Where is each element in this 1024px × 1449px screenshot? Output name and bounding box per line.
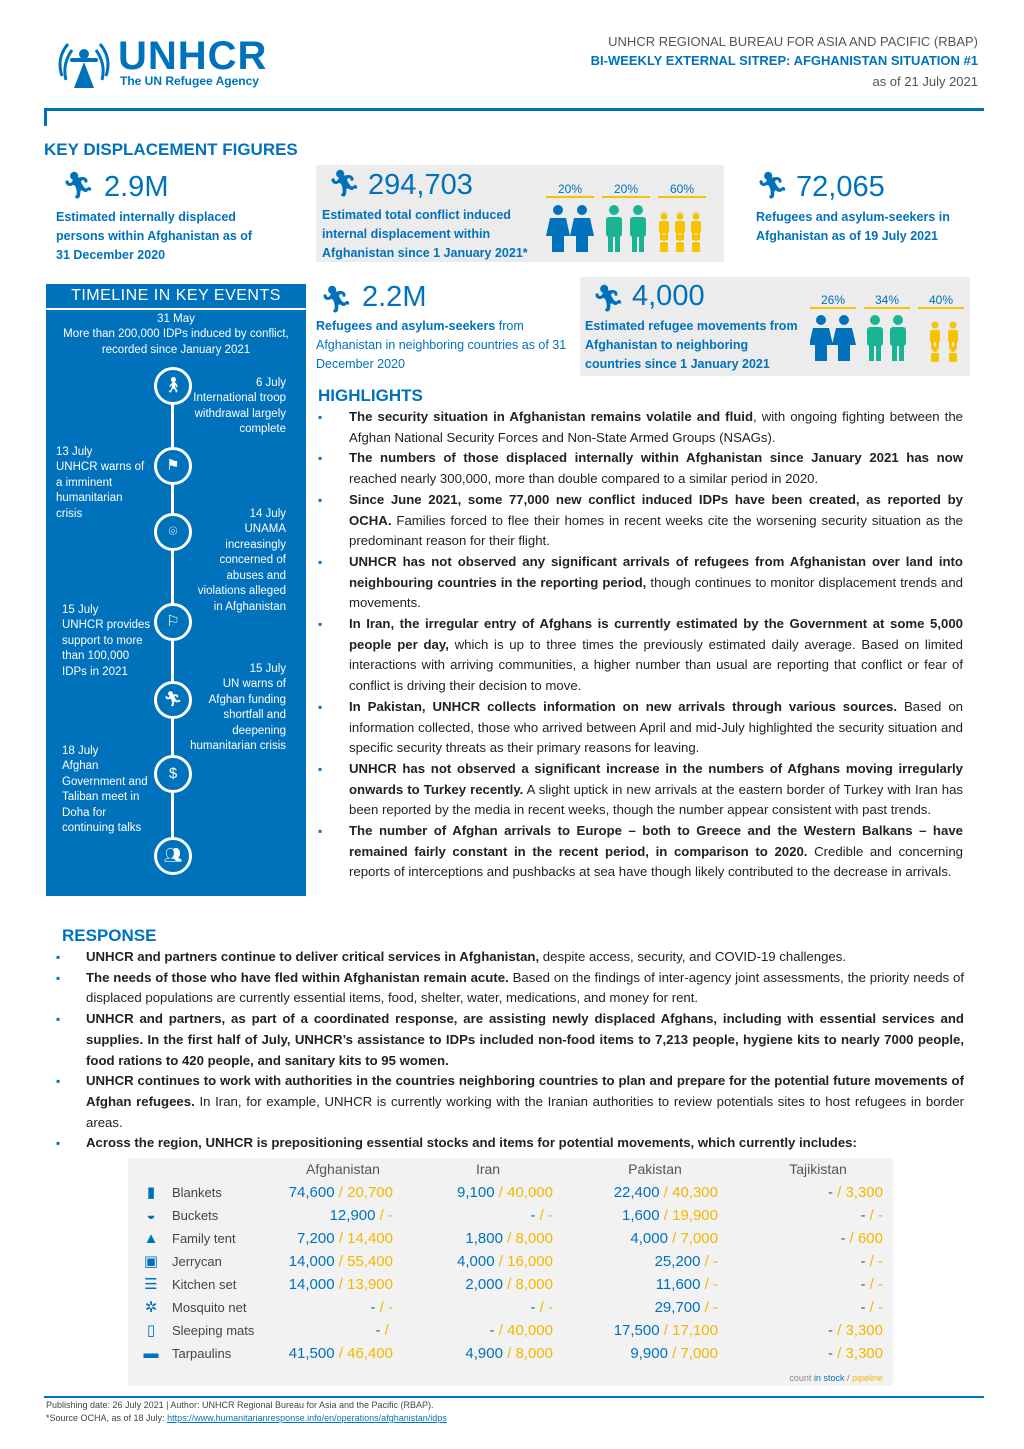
list-item: ▪ UNHCR continues to work with authorities in the countries neighboring countries to plan and prepare for the potential future movements of Afghan refugees. In Iran, for example, UNHCR is currently working with the Iranian authorities to review potentials sites to host refugees in border areas. bbox=[56, 1071, 964, 1133]
value-separator: / bbox=[502, 1345, 516, 1362]
value-separator: / bbox=[334, 1276, 348, 1293]
table-row bbox=[128, 1205, 893, 1228]
in-stock-value: 22,400 bbox=[613, 1184, 660, 1201]
stock-cell bbox=[233, 1228, 393, 1250]
value-separator: / bbox=[667, 1345, 681, 1362]
stock-item-name: Blankets bbox=[172, 1185, 222, 1200]
stock-cell bbox=[558, 1182, 718, 1204]
value-separator: / bbox=[865, 1207, 878, 1224]
men-percent: 34% bbox=[864, 293, 910, 309]
stock-item-name: Mosquito net bbox=[172, 1300, 247, 1315]
pipeline-value: 40,000 bbox=[507, 1184, 553, 1201]
list-item: ▪ Since June 2021, some 77,000 new conflict induced IDPs have been created, as reported by OCHA. Families forced to flee their homes in recent weeks cite the worsening security situation as the predominant reason for their flight. bbox=[318, 490, 963, 552]
in-stock-value: - bbox=[840, 1230, 846, 1247]
bucket-icon: ◒ bbox=[146, 1207, 156, 1224]
stock-table bbox=[128, 1158, 893, 1386]
value-separator: / bbox=[659, 1207, 673, 1224]
value-separator: / bbox=[380, 1322, 393, 1339]
in-stock-value: - bbox=[827, 1184, 833, 1201]
pipeline-value: - bbox=[388, 1207, 393, 1224]
value-separator: / bbox=[334, 1230, 348, 1247]
stock-item-name: Kitchen set bbox=[172, 1277, 237, 1292]
highlights-title: HIGHLIGHTS bbox=[318, 386, 423, 405]
refugees-in-afghanistan-caption: Refugees and asylum-seekers in Afghanistan as of 19 July 2021 bbox=[756, 210, 950, 243]
funding-shortfall-icon: 🏃︎ bbox=[154, 681, 192, 719]
pipeline-value: - bbox=[548, 1207, 553, 1224]
refugee-person-icon: 🏃︎ bbox=[592, 283, 626, 313]
pipeline-value: 3,300 bbox=[845, 1184, 883, 1201]
stock-cell bbox=[393, 1182, 553, 1204]
pipeline-value: 46,400 bbox=[347, 1345, 393, 1362]
stock-cell bbox=[393, 1274, 553, 1296]
stock-cell bbox=[233, 1274, 393, 1296]
timeline-event-text: UNAMA increasingly concerned of abuses and violations alleged in Afghanistan bbox=[197, 523, 286, 613]
report-title: BI-WEEKLY EXTERNAL SITREP: AFGHANISTAN SITUATION #1 bbox=[590, 53, 978, 68]
in-stock-value: - bbox=[827, 1345, 833, 1362]
timeline-title: TIMELINE IN KEY EVENTS bbox=[46, 284, 306, 310]
kitchen-set-icon: ☰ bbox=[144, 1276, 158, 1293]
refugees-neighbouring-value: 2.2M bbox=[362, 281, 427, 313]
pipeline-value: - bbox=[713, 1299, 718, 1316]
value-separator: / bbox=[494, 1184, 508, 1201]
stock-cell bbox=[723, 1343, 883, 1365]
table-row bbox=[128, 1182, 893, 1205]
stock-cell bbox=[393, 1343, 553, 1365]
value-separator: / bbox=[667, 1230, 681, 1247]
refugee-movements-caption: Estimated refugee movements from Afghanistan to neighboring countries since 1 January 2021 bbox=[585, 319, 798, 371]
table-row bbox=[128, 1251, 893, 1274]
children-percent: 40% bbox=[918, 293, 964, 309]
in-stock-value: 2,000 bbox=[465, 1276, 503, 1293]
in-stock-value: - bbox=[370, 1299, 376, 1316]
response-list bbox=[56, 947, 964, 1154]
value-separator: / bbox=[865, 1299, 878, 1316]
in-stock-value: 11,600 bbox=[655, 1276, 701, 1293]
in-stock-value: 4,000 bbox=[457, 1253, 495, 1270]
in-stock-value: 1,800 bbox=[465, 1230, 503, 1247]
in-stock-value: - bbox=[860, 1207, 866, 1224]
value-separator: / bbox=[865, 1253, 878, 1270]
pipeline-value: - bbox=[878, 1253, 883, 1270]
stock-cell bbox=[393, 1228, 553, 1250]
key-figures-title: KEY DISPLACEMENT FIGURES bbox=[44, 140, 298, 159]
report-bureau: UNHCR REGIONAL BUREAU FOR ASIA AND PACIFIC (RBAP) bbox=[608, 34, 978, 49]
stock-cell bbox=[558, 1297, 718, 1319]
list-item: ▪ The numbers of those displaced internally within Afghanistan since January 2021 has now reached nearly 300,000, more than double compared to a similar period in 2020. bbox=[318, 448, 963, 489]
pipeline-value: 13,900 bbox=[347, 1276, 393, 1293]
in-stock-value: 12,900 bbox=[329, 1207, 376, 1224]
pipeline-value: - bbox=[713, 1276, 718, 1293]
conflict-idp-value: 294,703 bbox=[368, 169, 473, 201]
refugees-in-afghanistan-value: 72,065 bbox=[796, 171, 885, 203]
list-item: ▪ In Iran, the irregular entry of Afghans is currently estimated by the Government at some 5,000 people per day, which is up to three times the previously estimated daily average. Based on limited interactions with arriving communities, a higher number than usual are reporting that conflict or fear of conflict is driving their decision to move. bbox=[318, 614, 963, 697]
sleeping-mat-icon: ▯ bbox=[146, 1322, 156, 1339]
stock-cell bbox=[558, 1205, 718, 1227]
stock-cell bbox=[233, 1182, 393, 1204]
pipeline-value: 55,400 bbox=[347, 1253, 393, 1270]
in-stock-value: 9,100 bbox=[457, 1184, 495, 1201]
timeline-event-date: 13 July bbox=[56, 446, 93, 458]
troop-withdrawal-icon: 🚶︎ bbox=[154, 367, 192, 405]
stock-item-name: Tarpaulins bbox=[172, 1346, 232, 1361]
women-percent: 26% bbox=[810, 293, 856, 309]
unhcr-emblem-icon bbox=[52, 36, 116, 94]
mosquito-net-icon: ✲ bbox=[144, 1299, 158, 1316]
pipeline-value: 7,000 bbox=[680, 1230, 718, 1247]
in-stock-value: - bbox=[375, 1322, 381, 1339]
stock-cell bbox=[558, 1274, 718, 1296]
stock-cell bbox=[723, 1320, 883, 1342]
value-separator: / bbox=[334, 1345, 348, 1362]
column-header: Iran bbox=[475, 1161, 501, 1177]
header-rule bbox=[44, 108, 984, 111]
pipeline-value: 8,000 bbox=[515, 1276, 553, 1293]
pipeline-value: - bbox=[878, 1276, 883, 1293]
logo-tagline: The UN Refugee Agency bbox=[120, 74, 259, 88]
timeline-event-date: 6 July bbox=[255, 377, 286, 389]
stock-cell bbox=[558, 1320, 718, 1342]
value-separator: / bbox=[502, 1230, 516, 1247]
stock-cell bbox=[723, 1228, 883, 1250]
in-stock-value: 29,700 bbox=[654, 1299, 701, 1316]
stock-cell bbox=[233, 1297, 393, 1319]
in-stock-value: - bbox=[860, 1253, 866, 1270]
pipeline-value: 3,300 bbox=[845, 1345, 883, 1362]
blanket-icon: ▮ bbox=[146, 1184, 156, 1201]
in-stock-value: 25,200 bbox=[654, 1253, 701, 1270]
list-item: ▪ Across the region, UNHCR is prepositioning essential stocks and items for potential movements, which currently includes: bbox=[56, 1133, 964, 1154]
money-bag-icon: $ bbox=[154, 755, 192, 793]
stock-cell bbox=[723, 1182, 883, 1204]
in-stock-value: - bbox=[530, 1207, 536, 1224]
header-rule-tick bbox=[44, 108, 47, 126]
value-separator: / bbox=[535, 1299, 548, 1316]
in-stock-value: 9,900 bbox=[630, 1345, 668, 1362]
table-row bbox=[128, 1228, 893, 1251]
in-stock-value: 14,000 bbox=[288, 1276, 335, 1293]
in-stock-value: - bbox=[827, 1322, 833, 1339]
list-item: ▪ The number of Afghan arrivals to Europe – both to Greece and the Western Balkans – have remained fairly constant in the recent period, in comparison to 2020. Credible and concerning reports of interceptions and pushbacks at sea have though likely contributed to the decrease in arrivals. bbox=[318, 821, 963, 883]
refugee-person-icon: 🏃︎ bbox=[756, 170, 790, 200]
timeline-event-text: UN warns of Afghan funding shortfall and deepening humanitarian crisis bbox=[190, 678, 286, 752]
value-separator: / bbox=[375, 1207, 388, 1224]
pipeline-value: 20,700 bbox=[347, 1184, 393, 1201]
logo-wordmark: UNHCR bbox=[118, 34, 268, 78]
timeline-event-text: Afghan Government and Taliban meet in Doha for continuing talks bbox=[62, 760, 148, 834]
pipeline-value: - bbox=[878, 1207, 883, 1224]
pipeline-value: 8,000 bbox=[515, 1345, 553, 1362]
men-percent: 20% bbox=[602, 182, 650, 198]
list-item: ▪ UNHCR has not observed any significant arrivals of refugees from Afghanistan over land into neighbouring countries in the reporting period, though continues to monitor displacement trends and movements. bbox=[318, 552, 963, 614]
value-separator: / bbox=[334, 1253, 348, 1270]
timeline-event-date: 31 May bbox=[157, 313, 195, 325]
pipeline-value: 8,000 bbox=[515, 1230, 553, 1247]
women-percent: 20% bbox=[546, 182, 594, 198]
stock-legend: count in stock / pipeline bbox=[789, 1373, 883, 1383]
stock-cell bbox=[558, 1251, 718, 1273]
stock-cell bbox=[393, 1205, 553, 1227]
response-title: RESPONSE bbox=[62, 926, 157, 945]
in-stock-value: - bbox=[860, 1276, 866, 1293]
value-separator: / bbox=[700, 1299, 713, 1316]
table-row bbox=[128, 1343, 893, 1366]
un-emblem-icon: ⌾ bbox=[154, 513, 192, 551]
value-separator: / bbox=[832, 1184, 846, 1201]
value-separator: / bbox=[845, 1230, 858, 1247]
stock-item-name: Buckets bbox=[172, 1208, 219, 1223]
idp-support-icon: ⚐ bbox=[154, 603, 192, 641]
source-link[interactable]: https://www.humanitarianresponse.info/en/operations/afghanistan/idps bbox=[167, 1413, 447, 1423]
refugee-movements-value: 4,000 bbox=[632, 280, 705, 312]
refugees-neighbouring-caption: Refugees and asylum-seekers from Afghanistan in neighboring countries as of 31 December 2020 bbox=[316, 319, 567, 371]
value-separator: / bbox=[659, 1322, 673, 1339]
in-stock-value: - bbox=[530, 1299, 536, 1316]
pipeline-value: 40,300 bbox=[672, 1184, 718, 1201]
value-separator: / bbox=[494, 1322, 508, 1339]
jerrycan-icon: ▣ bbox=[143, 1253, 159, 1270]
tarpaulin-icon: ▬ bbox=[143, 1345, 159, 1362]
value-separator: / bbox=[659, 1184, 673, 1201]
in-stock-value: - bbox=[489, 1322, 495, 1339]
timeline-event-date: 18 July bbox=[62, 745, 99, 757]
pipeline-value: 600 bbox=[857, 1230, 883, 1247]
timeline-event-date: 15 July bbox=[62, 604, 99, 616]
stock-cell bbox=[233, 1205, 393, 1227]
idp-total-caption: Estimated internally displaced persons within Afghanistan as of 31 December 2020 bbox=[56, 210, 253, 262]
timeline-event-text: International troop withdrawal largely complete bbox=[193, 392, 286, 435]
list-item: ▪ UNHCR and partners, as part of a coordinated response, are assisting newly displaced Afghans, including with essential services and supplies. In the first half of July, UNHCR’s assistance to IDPs included non-food items to 7,213 people, hygiene kits to nearly 7000 people, food rations to 420 people, and sanitary kits to 95 women. bbox=[56, 1009, 964, 1071]
timeline-event-date: 15 July bbox=[249, 663, 286, 675]
in-stock-value: - bbox=[860, 1299, 866, 1316]
table-row bbox=[128, 1320, 893, 1343]
in-stock-value: 7,200 bbox=[297, 1230, 335, 1247]
demographic-people-icon bbox=[810, 313, 966, 363]
pipeline-value: 19,900 bbox=[672, 1207, 718, 1224]
stock-item-name: Jerrycan bbox=[172, 1254, 222, 1269]
list-item: ▪ UNHCR has not observed a significant increase in the numbers of Afghans moving irregularly onwards to Turkey recently. A slight uptick in new arrivals at the eastern border of Turkey with Iran has been reported by the media in recent weeks, though the number appear consistent with past trends. bbox=[318, 759, 963, 821]
footer-source: *Source OCHA, as of 18 July: https://www.humanitarianresponse.info/en/operations/afghanistan/idps bbox=[46, 1413, 447, 1423]
value-separator: / bbox=[375, 1299, 388, 1316]
pipeline-value: - bbox=[878, 1299, 883, 1316]
pipeline-value: - bbox=[388, 1299, 393, 1316]
value-separator: / bbox=[502, 1276, 516, 1293]
stock-cell bbox=[393, 1297, 553, 1319]
value-separator: / bbox=[865, 1276, 878, 1293]
list-item: ▪ In Pakistan, UNHCR collects information on new arrivals through various sources. Based on information collected, those who arrived between April and mid-July highlighted the security situation and specific security threats as their primary reasons for leaving. bbox=[318, 697, 963, 759]
stock-cell bbox=[558, 1228, 718, 1250]
list-item: ▪ UNHCR and partners continue to deliver critical services in Afghanistan, despite access, security, and COVID-19 challenges. bbox=[56, 947, 964, 968]
value-separator: / bbox=[535, 1207, 548, 1224]
in-stock-value: 17,500 bbox=[613, 1322, 660, 1339]
refugee-person-icon: 🏃︎ bbox=[320, 284, 354, 314]
list-item: ▪ The security situation in Afghanistan remains volatile and fluid, with ongoing fighting between the Afghan National Security Forces and Non-State Armed Groups (NSAGs). bbox=[318, 407, 963, 448]
footer-publishing: Publishing date: 26 July 2021 | Author: UNHCR Regional Bureau for Asia and the Pacific (RBAP). bbox=[46, 1400, 434, 1410]
stock-item-name: Family tent bbox=[172, 1231, 236, 1246]
column-header: Tajikistan bbox=[789, 1161, 847, 1177]
stock-cell bbox=[233, 1251, 393, 1273]
stock-cell bbox=[723, 1274, 883, 1296]
table-row bbox=[128, 1297, 893, 1320]
value-separator: / bbox=[700, 1253, 713, 1270]
stock-cell bbox=[723, 1205, 883, 1227]
pipeline-value: 7,000 bbox=[680, 1345, 718, 1362]
pipeline-value: 40,000 bbox=[507, 1322, 553, 1339]
tent-icon: ▲ bbox=[143, 1230, 159, 1247]
humanitarian-crisis-icon: ⚑ bbox=[154, 447, 192, 485]
pipeline-value: 17,100 bbox=[672, 1322, 718, 1339]
pipeline-value: - bbox=[713, 1253, 718, 1270]
stock-cell bbox=[393, 1251, 553, 1273]
timeline-event-text: UNHCR provides support to more than 100,000 IDPs in 2021 bbox=[62, 619, 151, 678]
stock-cell bbox=[233, 1320, 393, 1342]
demographic-people-icon bbox=[546, 202, 708, 254]
value-separator: / bbox=[334, 1184, 348, 1201]
report-date: as of 21 July 2021 bbox=[872, 74, 978, 89]
column-header: Pakistan bbox=[628, 1161, 682, 1177]
in-stock-value: 4,900 bbox=[465, 1345, 503, 1362]
pipeline-value: 14,400 bbox=[347, 1230, 393, 1247]
list-item: ▪ The needs of those who have fled within Afghanistan remain acute. Based on the findings of inter-agency joint assessments, the priority needs of displaced populations are currently essential items, food, shelter, water, medications, and money for rent. bbox=[56, 968, 964, 1009]
in-stock-value: 4,000 bbox=[630, 1230, 668, 1247]
conflict-idp-caption: Estimated total conflict induced internal displacement within Afghanistan since 1 January 2021* bbox=[322, 208, 528, 260]
timeline-panel bbox=[46, 284, 306, 896]
table-row bbox=[128, 1274, 893, 1297]
stock-item-name: Sleeping mats bbox=[172, 1323, 255, 1338]
highlights-list bbox=[318, 407, 963, 883]
in-stock-value: 14,000 bbox=[288, 1253, 335, 1270]
column-header: Afghanistan bbox=[306, 1161, 380, 1177]
displaced-person-icon: 🏃︎ bbox=[328, 168, 362, 198]
timeline-event-text: UNHCR warns of a imminent humanitarian crisis bbox=[56, 461, 145, 520]
timeline-event-date: 14 July bbox=[249, 508, 286, 520]
timeline-event-text: More than 200,000 IDPs induced by conflict, recorded since January 2021 bbox=[63, 328, 289, 356]
value-separator: / bbox=[832, 1345, 846, 1362]
stock-cell bbox=[723, 1297, 883, 1319]
idp-total-value: 2.9M bbox=[104, 171, 169, 203]
stock-cell bbox=[393, 1320, 553, 1342]
value-separator: / bbox=[494, 1253, 508, 1270]
pipeline-value: 16,000 bbox=[507, 1253, 553, 1270]
stock-cell bbox=[233, 1343, 393, 1365]
value-separator: / bbox=[700, 1276, 713, 1293]
pipeline-value: 3,300 bbox=[845, 1322, 883, 1339]
value-separator: / bbox=[832, 1322, 846, 1339]
pipeline-value: - bbox=[548, 1299, 553, 1316]
footer-rule bbox=[44, 1396, 984, 1398]
stock-cell bbox=[723, 1251, 883, 1273]
in-stock-value: 41,500 bbox=[288, 1345, 335, 1362]
children-percent: 60% bbox=[658, 182, 706, 198]
stock-cell bbox=[558, 1343, 718, 1365]
meeting-group-icon: 👥︎ bbox=[154, 837, 192, 875]
in-stock-value: 74,600 bbox=[288, 1184, 335, 1201]
in-stock-value: 1,600 bbox=[622, 1207, 660, 1224]
displaced-person-icon: 🏃︎ bbox=[62, 170, 96, 200]
